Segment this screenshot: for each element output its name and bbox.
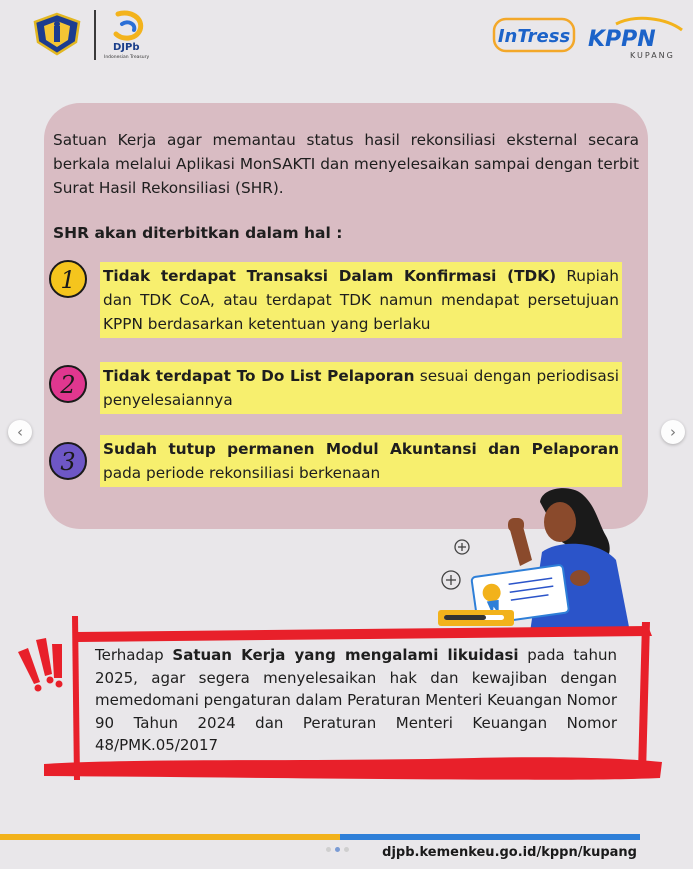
intro-text: Satuan Kerja agar memantau status hasil rekonsiliasi eksternal secara berkala melalui Aplikasi MonSAKTI dan menyelesaikan sampai dengan terbit Surat Hasil Rekonsiliasi (SHR). <box>53 131 639 197</box>
woman-certificate-illustration <box>430 482 650 632</box>
kppn-city: KUPANG <box>630 51 675 60</box>
intress-logo <box>492 16 576 54</box>
kppn-logo <box>586 16 686 60</box>
item-1-bold: Tidak terdapat Transaksi Dalam Konfirmasi (TDK) <box>103 267 557 285</box>
shr-heading: SHR akan diterbitkan dalam hal : <box>53 224 343 242</box>
item-2-bold: Tidak terdapat To Do List Pelaporan <box>103 367 415 385</box>
header-divider <box>94 10 96 60</box>
djpb-name: DJPb <box>113 42 140 53</box>
badge-number-2: 2 <box>60 371 76 399</box>
plus-icon <box>442 540 469 589</box>
footer-bar-blue <box>340 834 640 840</box>
warning-prefix: Terhadap <box>95 646 173 664</box>
item-3-rest: pada periode rekonsiliasi berkenaan <box>103 464 381 482</box>
footer-url: djpb.kemenkeu.go.id/kppn/kupang <box>382 845 637 860</box>
badge-number-3: 3 <box>60 448 76 476</box>
item-2-box <box>100 362 622 414</box>
chevron-left-icon: ‹ <box>17 423 23 441</box>
number-badge-2 <box>47 363 89 405</box>
intress-logo-text: InTress <box>497 26 571 47</box>
carousel-dots <box>326 847 349 852</box>
warning-rest: pada tahun 2025, agar segera menyelesaikan hak dan kewajiban dengan memedomani pengaturan dalam Peraturan Menteri Keuangan Nomor 90 Tahun 2024 dan Peraturan Menteri Keuangan Nomor 48/PMK.05/2017 <box>95 646 618 754</box>
number-badge-3 <box>47 440 89 482</box>
carousel-dot-active[interactable] <box>335 847 340 852</box>
prev-slide-button[interactable] <box>8 420 32 444</box>
item-1-rest: Rupiah dan TDK CoA, atau terdapat TDK namun mendapat persetujuan KPPN berdasarkan ketentuan yang berlaku <box>103 267 619 333</box>
kemenkeu-logo <box>32 12 82 56</box>
carousel-dot[interactable] <box>344 847 349 852</box>
badge-number-1: 1 <box>60 266 76 294</box>
item-3-bold: Sudah tutup permanen Modul Akuntansi dan Pelaporan <box>103 440 619 458</box>
item-2-rest: sesuai dengan periodisasi penyelesaiannya <box>103 367 619 409</box>
chevron-right-icon: › <box>670 423 676 441</box>
warning-bold: Satuan Kerja yang mengalami likuidasi <box>172 646 519 664</box>
exclamation-icon <box>18 638 63 692</box>
number-badge-1 <box>47 258 89 300</box>
footer-bar-yellow <box>0 834 340 840</box>
djpb-subtitle: Indonesian Treasury <box>104 55 150 60</box>
next-slide-button[interactable] <box>661 420 685 444</box>
warning-text <box>95 644 617 757</box>
carousel-dot[interactable] <box>326 847 331 852</box>
item-1-box <box>100 262 622 338</box>
item-3-box <box>100 435 622 487</box>
kppn-logo-text: KPPN <box>588 27 656 52</box>
